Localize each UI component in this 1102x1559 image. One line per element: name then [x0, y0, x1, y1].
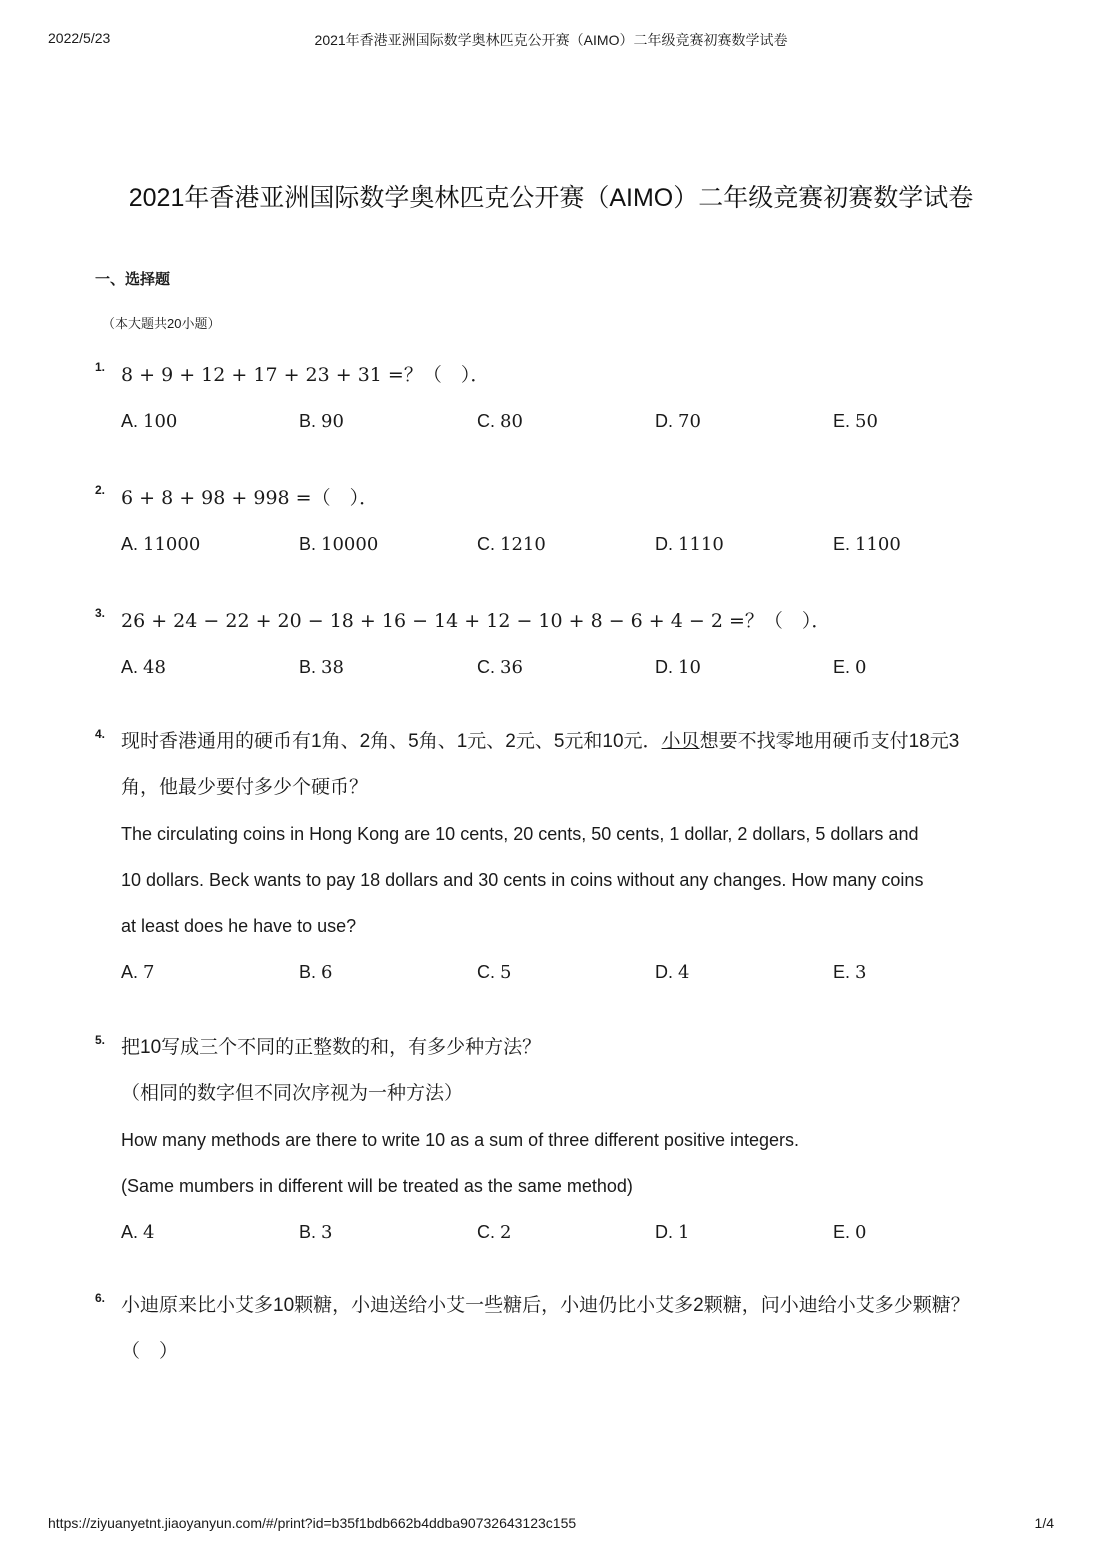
option-letter: B.	[299, 411, 322, 431]
option-value: 2	[500, 1222, 512, 1243]
question-5	[95, 1033, 1015, 1247]
option-letter: B.	[299, 657, 322, 677]
option-letter: E.	[833, 411, 856, 431]
option-value: 10000	[321, 534, 379, 555]
option-letter: E.	[833, 534, 856, 554]
option-letter: A.	[121, 1222, 144, 1242]
option-b[interactable]	[299, 406, 477, 436]
question-4	[95, 727, 1015, 987]
section-note: （本大题共20小题）	[102, 316, 221, 331]
print-header-title: 2021年香港亚洲国际数学奥林匹克公开赛（AIMO）二年级竞赛初赛数学试卷	[314, 32, 788, 48]
option-letter: C.	[477, 534, 501, 554]
question-6	[95, 1291, 1015, 1383]
option-d[interactable]	[655, 1217, 833, 1247]
option-d[interactable]	[655, 652, 833, 682]
question-text: 把10写成三个不同的正整数的和，有多少种方法？	[121, 1037, 542, 1058]
option-value: 48	[143, 657, 166, 678]
question-text-english: The circulating coins in Hong Kong are 10 cents, 20 cents, 50 cents, 1 dollar, 2 dollars, 5 dollars and	[121, 824, 919, 844]
option-letter: C.	[477, 411, 501, 431]
answer-options	[121, 1217, 1015, 1247]
option-value: 0	[855, 657, 867, 678]
option-c[interactable]	[477, 957, 655, 987]
print-url: https://ziyuanyetnt.jiaoyanyun.com/#/print?id=b35f1bdb662b4ddba90732643123c155	[48, 1515, 577, 1531]
question-text-english: 10 dollars. Beck wants to pay 18 dollars and 30 cents in coins without any changes. How many coins	[121, 870, 924, 890]
print-date: 2022/5/23	[48, 30, 111, 46]
question-1	[95, 360, 1015, 436]
option-letter: D.	[655, 411, 679, 431]
question-text-english: How many methods are there to write 10 as a sum of three different positive integers.	[121, 1130, 800, 1150]
option-letter: E.	[833, 657, 856, 677]
option-value: 70	[678, 411, 701, 432]
option-letter: D.	[655, 534, 679, 554]
option-c[interactable]	[477, 529, 655, 559]
option-value: 3	[855, 962, 867, 983]
question-note: （相同的数字但不同次序视为一种方法）	[121, 1083, 464, 1104]
option-d[interactable]	[655, 957, 833, 987]
option-value: 0	[855, 1222, 867, 1243]
option-e[interactable]	[833, 529, 1011, 559]
option-letter: B.	[299, 534, 322, 554]
option-value: 1	[678, 1222, 690, 1243]
question-text: 小迪原来比小艾多10颗糖，小迪送给小艾一些糖后，小迪仍比小艾多2颗糖，问小迪给小艾多少颗糖？	[121, 1295, 970, 1316]
page-number: 1/4	[1034, 1515, 1054, 1531]
option-b[interactable]	[299, 529, 477, 559]
option-c[interactable]	[477, 1217, 655, 1247]
option-letter: A.	[121, 657, 144, 677]
option-e[interactable]	[833, 406, 1011, 436]
option-e[interactable]	[833, 957, 1011, 987]
question-3	[95, 606, 1015, 682]
option-letter: C.	[477, 962, 501, 982]
question-number: 4.	[95, 727, 106, 741]
option-value: 5	[500, 962, 512, 983]
option-value: 3	[321, 1222, 333, 1243]
question-text: 6 + 8 + 98 + 998 =（ ）．	[121, 487, 379, 509]
option-letter: B.	[299, 1222, 322, 1242]
option-letter: A.	[121, 962, 144, 982]
answer-options	[121, 529, 1015, 559]
option-e[interactable]	[833, 1217, 1011, 1247]
option-a[interactable]	[121, 1217, 299, 1247]
option-value: 1210	[500, 534, 546, 555]
person-name: 小贝	[661, 731, 700, 752]
option-letter: D.	[655, 1222, 679, 1242]
option-letter: A.	[121, 411, 144, 431]
option-value: 1100	[855, 534, 901, 555]
option-a[interactable]	[121, 529, 299, 559]
question-text: 角，他最少要付多少个硬币？	[121, 777, 369, 798]
question-note-english: (Same mumbers in different will be treated as the same method)	[121, 1176, 633, 1196]
question-text-part: 想要不找零地用硬币支付18元3	[699, 731, 960, 752]
option-e[interactable]	[833, 652, 1011, 682]
option-value: 4	[143, 1222, 155, 1243]
option-b[interactable]	[299, 1217, 477, 1247]
question-number: 1.	[95, 360, 106, 374]
option-letter: E.	[833, 1222, 856, 1242]
option-d[interactable]	[655, 406, 833, 436]
answer-options	[121, 957, 1015, 987]
answer-options	[121, 652, 1015, 682]
option-a[interactable]	[121, 406, 299, 436]
question-text	[121, 727, 1015, 773]
option-d[interactable]	[655, 529, 833, 559]
question-text: 8 + 9 + 12 + 17 + 23 + 31 =？（ ）．	[121, 364, 490, 386]
question-text-english: at least does he have to use?	[121, 916, 357, 936]
option-c[interactable]	[477, 406, 655, 436]
option-letter: B.	[299, 962, 322, 982]
option-b[interactable]	[299, 652, 477, 682]
option-value: 4	[678, 962, 690, 983]
question-text-part: 现时香港通用的硬币有1角、2角、5角、1元、2元、5元和10元．	[121, 731, 662, 752]
option-value: 1110	[678, 534, 724, 555]
document-title: 2021年香港亚洲国际数学奥林匹克公开赛（AIMO）二年级竞赛初赛数学试卷	[128, 184, 974, 212]
option-value: 50	[855, 411, 878, 432]
question-blank: （ ）	[121, 1341, 179, 1362]
option-letter: C.	[477, 657, 501, 677]
question-2	[95, 483, 1015, 559]
option-value: 100	[143, 411, 178, 432]
option-letter: E.	[833, 962, 856, 982]
option-value: 7	[143, 962, 155, 983]
option-value: 11000	[143, 534, 201, 555]
question-text: 26 + 24 − 22 + 20 − 18 + 16 − 14 + 12 − 10 + 8 − 6 + 4 − 2 =？（ ）．	[121, 610, 831, 632]
option-letter: A.	[121, 534, 144, 554]
option-value: 10	[678, 657, 701, 678]
option-value: 80	[500, 411, 523, 432]
section-heading: 一、选择题	[95, 271, 171, 288]
answer-options	[121, 406, 1015, 436]
question-number: 3.	[95, 606, 106, 620]
option-a[interactable]	[121, 957, 299, 987]
option-value: 36	[500, 657, 523, 678]
option-a[interactable]	[121, 652, 299, 682]
option-b[interactable]	[299, 957, 477, 987]
option-value: 38	[321, 657, 344, 678]
question-number: 5.	[95, 1033, 106, 1047]
option-value: 90	[321, 411, 344, 432]
question-number: 2.	[95, 483, 106, 497]
question-number: 6.	[95, 1291, 106, 1305]
option-letter: D.	[655, 657, 679, 677]
option-letter: D.	[655, 962, 679, 982]
option-c[interactable]	[477, 652, 655, 682]
option-value: 6	[321, 962, 333, 983]
option-letter: C.	[477, 1222, 501, 1242]
